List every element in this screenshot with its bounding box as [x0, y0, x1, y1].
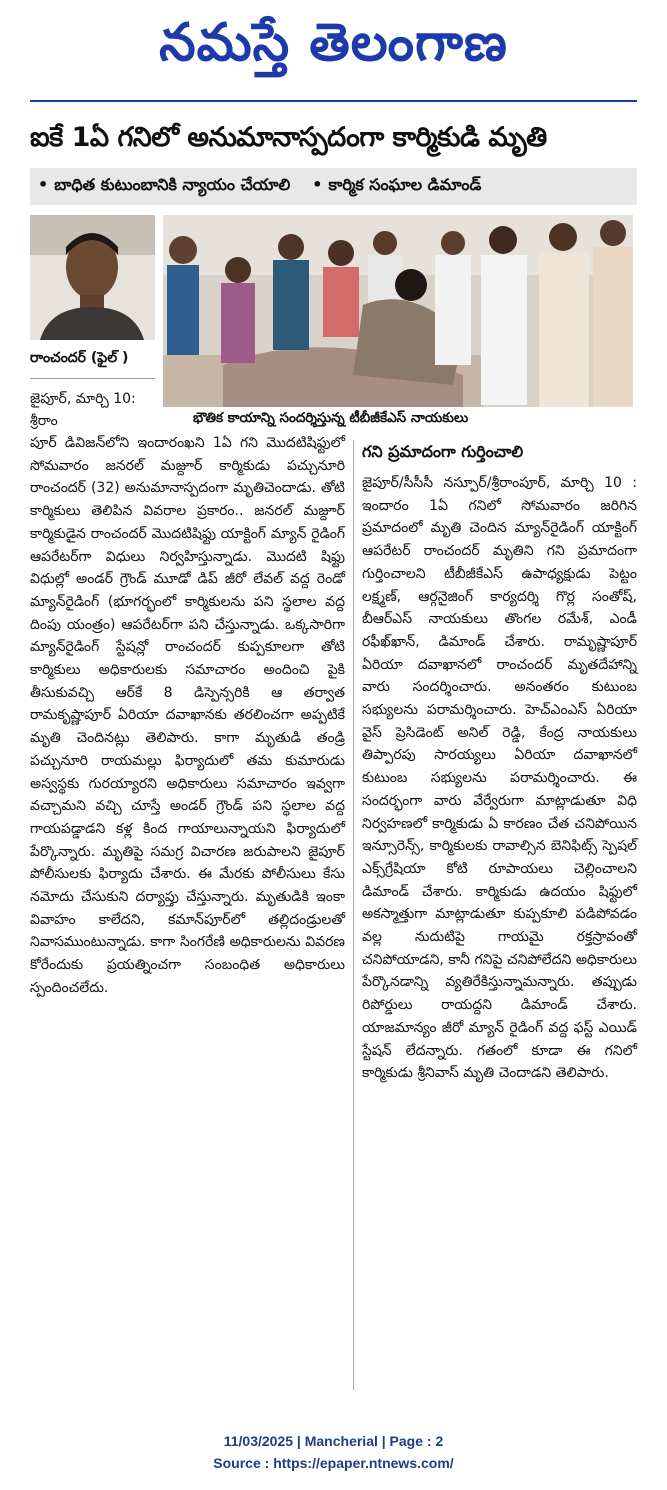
column-divider	[353, 440, 354, 1390]
right-body-text: జైపూర్/సీసీసీ నస్పూర్/శ్రీరాంపూర్, మార్చి 10 : ఇందారం 1ఏ గనిలో సోమవారం జరిగిన ప్రమాదంలో మృతి చెందిన మ్యాన్‌రైడింగ్ యాక్టింగ్ ఆపరేటర్ రాంచందర్ మృతిని గని ప్రమాదంగా గుర్తించాలని టీబీజీకేఎస్ ఉపాధ్యక్షుడు పెట్టం లక్ష్మణ్, ఆర్గనైజింగ్ కార్యదర్శి గొర్ల సంతోష్, బీఆర్‌ఎస్ నాయకులు తొంగల రమేశ్, ఎండీ రఫీఖ్‌ఖాన్, డిమాండ్ చేశారు. రామృష్ణాపూర్ ఏరియా దవాఖానలో రాంచందర్ మృతదేహాన్ని వారు సందర్శించారు. అనంతరం కుటుంబ సభ్యులను పరామర్శించారు. హెచ్‌ఎంఎస్ ఏరియా వైస్ ప్రెసిడెంట్ అనిల్ రెడ్డి, కేంద్ర నాయకులు తిప్పారపు సారయ్యలు ఏరియా దవాఖానలో కుటుంబ సభ్యులను పరామర్శించారు. ఈ సందర్భంగా వారు వేర్వేరుగా మాట్లాడుతూ విధి నిర్వహణలో కార్మికుడు ఏ కారణం చేత చనిపోయిన ఇన్సూరెన్స్, కార్మికులకు రావాల్సిన బెనిఫిట్స్ స్పెషల్ ఎక్స్‌గ్రేషియా కోటి రూపాయలు చెల్లించాలని డిమాండ్ చేశారు. కార్మికుడు ఉదయం షిఫ్టులో అకస్మాత్తుగా మాట్లాడుతూ కుప్పకూలి పడిపోవడం వల్ల నుదుటిపై గాయమై రక్తస్రావంతో చనిపోయాడని, కానీ గనిపై చనిపోలేదని అధికారులు పేర్కొనడాన్ని వ్యతిరేకిస్తున్నామన్నారు. తప్పుడు రిపోర్డులు రాయద్దని డిమాండ్ చేశారు. యాజమాన్యం జీరో మ్యాన్ రైడింగ్ వద్ద ఫస్ట్ ఎయిడ్ స్టేషన్ లేదన్నారు. గతంలో కూడా ఈ గనిలో కార్మికుడు శ్రీనివాస్ మృతి చెందాడని తెలిపారు.	[362, 475, 637, 1082]
article-deck	[30, 168, 637, 205]
masthead-rule	[30, 100, 637, 102]
portrait-rule	[30, 378, 155, 379]
portrait-caption: రాంచందర్ (ఫైల్ )	[30, 350, 129, 366]
article-dateline	[30, 388, 158, 432]
photo-caption: భౌతిక కాయాన్ని సందర్శిస్తున్న టీబీజీకేఎస్ నాయకులు	[193, 410, 469, 426]
masthead-title: నమస్తే తెలంగాణ	[159, 12, 508, 73]
left-body-text: పూర్ డివిజన్‌లోని ఇందారంఖని 1ఏ గని మొదటిషిఫ్టులో సోమవారం జనరల్ మజ్దూర్ కార్మికుడు పచ్చునూరి రాంచందర్ (32) అనుమానాస్పదంగా మృతిచెందాడు. తోటి కార్మికులు తెలిపిన వివరాల ప్రకారం.. జనరల్ మజ్దూర్ కార్మికుడైన రాంచందర్ మొదటిషిఫ్టు యాక్టింగ్ మ్యాన్ రైడింగ్ ఆపరేటర్‌గా విధులు నిర్వహిస్తున్నాడు. మొదటి షిఫ్టు విధుల్లో అండర్ గ్రౌండ్ మూడో డిప్ జీరో లేవల్ వద్ద రెండో మ్యాన్‌రైడింగ్ (భూగర్భంలో కార్మికులను పని స్థలాల వద్ద దింపు యంత్రం) ఆపరేటర్‌గా పని చేస్తున్నాడు. ఒక్కసారిగా మ్యాన్‌రైడింగ్ స్టేషన్లో రాంచందర్ కుప్పకూలగా తోటి కార్మికులు అధికారులకు సమాచారం అందించి పైకి తీసుకువచ్చి ఆర్‌కే 8 డిస్పెన్సరికి ఆ తర్వాత రామకృష్ణాపూర్ ఏరియా దవాఖానకు తరలించగా అప్పటికే మృతి చెందినట్లు తెలిపారు. కాగా మృతుడి తండ్రి పచ్చునూరి రాయమల్లు ఫిర్యాదులో తమ కుమారుడు అస్వస్థకు గురయ్యారని అధికారులు సమాచారం ఇవ్వగా వచ్చామని వచ్చి చూస్తే అండర్ గ్రౌండ్ పని స్థలాల వద్ద గాయపడ్డాడని కళ్ల కింద గాయాలున్నాయని ఫిర్యాదులో పేర్కొన్నారు. మృతిపై సమగ్ర విచారణ జరుపాలని జైపూర్ పోలీసులకు ఫిర్యాదు చేశారు. ఈ మేరకు పోలీసులు కేసు నమోదు చేసుకుని దర్యాప్తు చేస్తున్నారు. మృతుడికి ఇంకా వివాహం కాలేదని, కమాన్‌పూర్‌లో తల్లిదండ్రులతో నివాసముంటున్నాడు. కాగా సింగరేణి అధికారులను వివరణ కోరేందుకు ప్రయత్నించగా సంబంధిత అధికారులు స్పందించలేదు.	[30, 435, 345, 996]
footer-edition-line: 11/03/2025 | Mancherial | Page : 2	[223, 1433, 444, 1449]
article-headline: ఐకే 1ఏ గనిలో అనుమానాస్పదంగా కార్మికుడి మృతి	[30, 122, 547, 153]
dateline-text: జైపూర్, మార్చి 10: శ్రీరాం	[30, 391, 136, 429]
deck-item-2: • కార్మిక సంఘాల డిమాండ్	[312, 175, 481, 198]
footer-source-line: Source : https://epaper.ntnews.com/	[213, 1455, 454, 1471]
masthead	[0, 0, 667, 100]
news-photo	[163, 215, 633, 407]
page-footer	[0, 1430, 667, 1474]
deck-item-1: • బాధిత కుటుంబానికి న్యాయం చేయాలి	[38, 175, 290, 198]
article-subhead: గని ప్రమాదంగా గుర్తించాలి	[362, 442, 524, 461]
article-right-column	[362, 472, 637, 1085]
article-left-column	[30, 432, 345, 1000]
portrait-photo	[30, 215, 155, 340]
